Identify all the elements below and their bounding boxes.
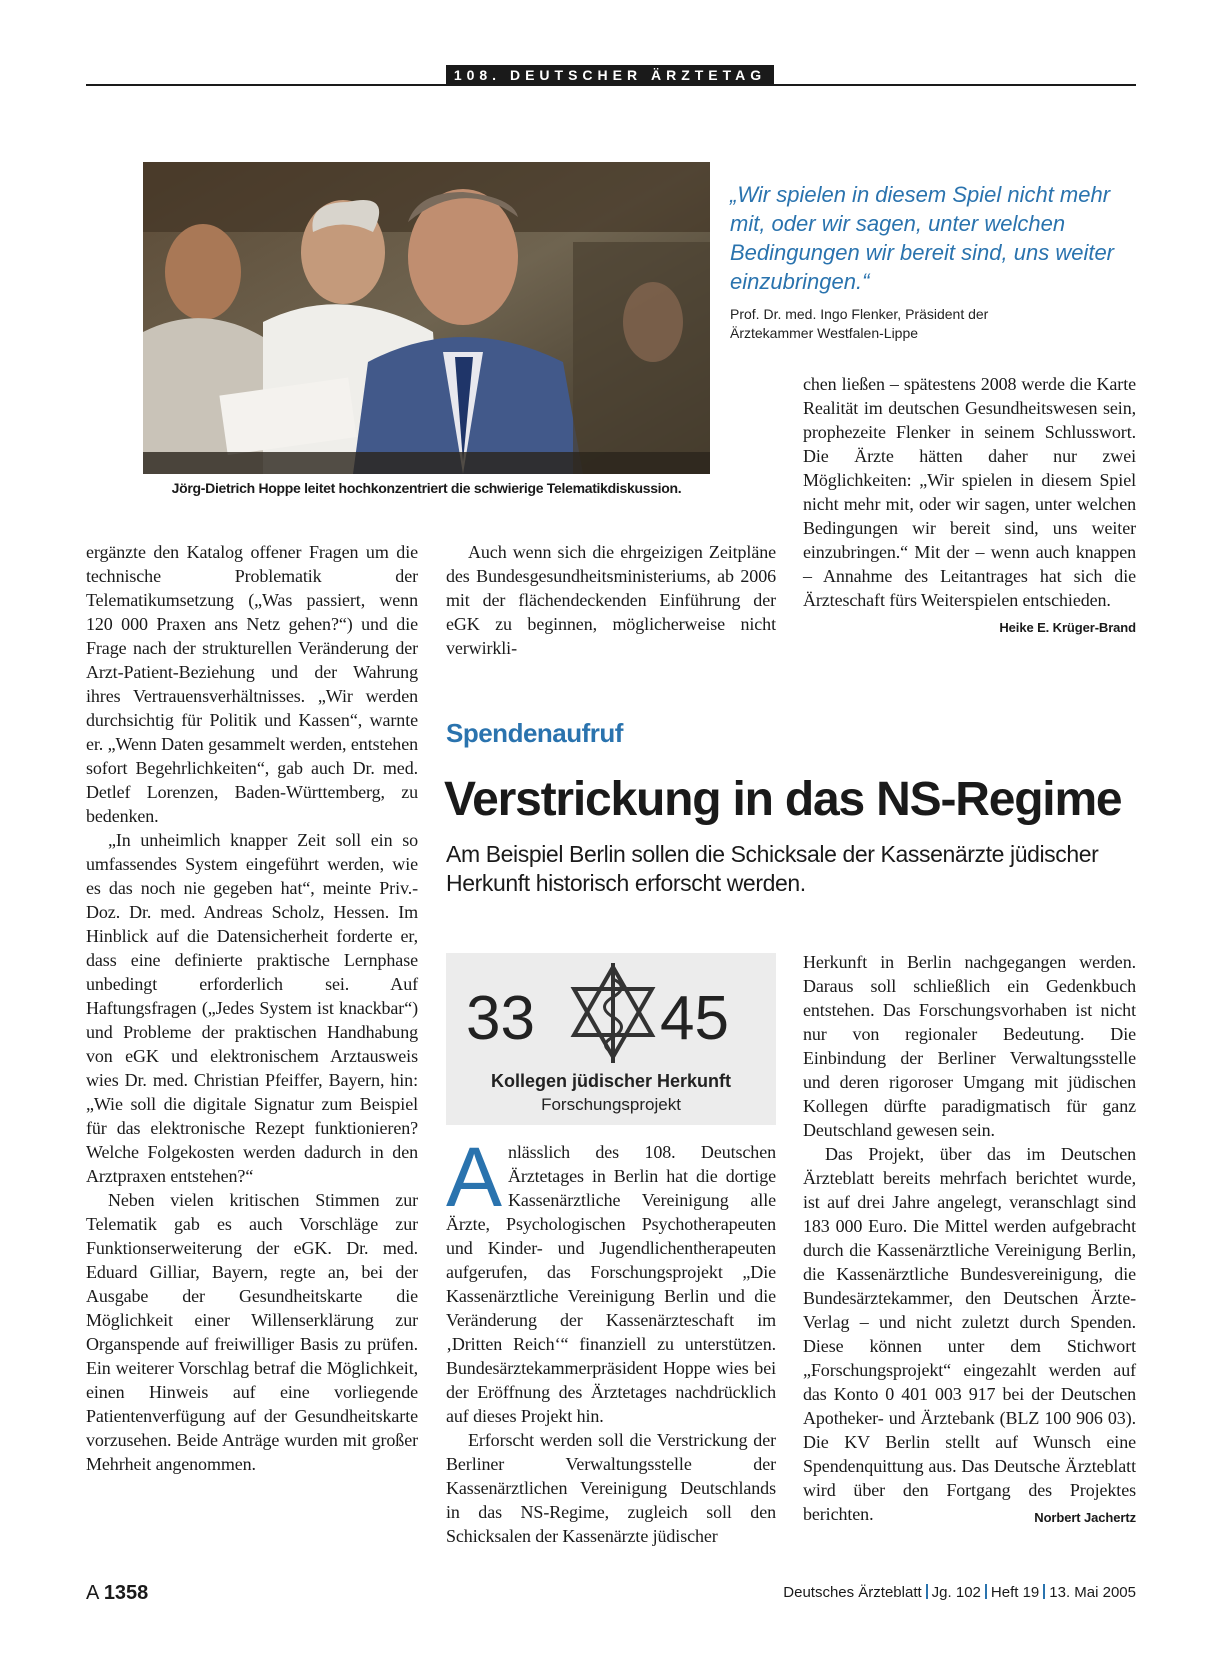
logo-subtitle: Forschungsprojekt xyxy=(541,1095,681,1114)
quote-source xyxy=(730,305,1136,343)
paragraph: Herkunft in Berlin nachgegangen werden. Daraus soll schließlich ein Gedenkbuch entstehen. Das Forschungsvorhaben ist nicht nur von regionaler Bedeutung. Die Einbindung der Berliner Verwaltungsstelle und deren rigoroser Umgang mit jüdischen Kollegen dürfte paradigmatisch für ganz Deutschland gewesen sein. xyxy=(803,952,1136,1140)
separator xyxy=(1043,1584,1045,1599)
article2-column-3 xyxy=(803,950,1136,1530)
logo-title: Kollegen jüdischer Herkunft xyxy=(490,1071,732,1091)
article-photo xyxy=(143,162,710,474)
photo-caption: Jörg-Dietrich Hoppe leitet hochkonzentriert die schwierige Telematikdiskussion. xyxy=(171,480,682,496)
drop-cap: A xyxy=(446,1130,502,1224)
volume: Jg. 102 xyxy=(931,1584,981,1601)
headline: Verstrickung in das NS-Regime xyxy=(444,773,1122,826)
star-of-david-aesculapius-icon xyxy=(568,961,658,1066)
paragraph: Auch wenn sich die ehrgeizigen Zeitpläne des Bundesgesundheitsministeriums, ab 2006 mit der flächendeckenden Einführung der eGK zu beginnen, möglicherweise nicht verwirkli- xyxy=(446,542,776,658)
page-number xyxy=(86,1582,148,1605)
article1-column-1 xyxy=(86,540,418,1476)
section-kicker: 108. DEUTSCHER ÄRZTETAG xyxy=(446,65,774,85)
separator xyxy=(985,1584,987,1599)
pull-quote: „Wir spielen in diesem Spiel nicht mehr mit, oder wir sagen, unter welchen Bedingungen wir bereit sind, uns weiter einzubringen.“ xyxy=(730,182,1115,294)
paragraph-text: Das Projekt, über das im Deutschen Ärzteblatt bereits mehrfach berichtet wurde, ist auf drei Jahre angelegt, veranschlagt sind 183 000 Euro. Die Mittel werden aufgebracht durch die Kassenärztliche Vereinigung Berlin, die Kassenärztliche Bundesvereinigung, die Bundesärztekammer, den Deutschen Ärzte-Verlag – und nicht zuletzt durch Spenden. Diese können unter dem Stichwort „Forschungsprojekt“ eingezahlt werden auf das Konto 0 401 003 917 bei der Deutschen Apotheker- und Ärztebank (BLZ 100 906 03). Die KV Berlin stellt auf Wunsch eine Spendenquittung aus. Das Deutsche Ärzteblatt wird über den Fortgang des Projektes berichten. xyxy=(803,1144,1136,1524)
issue: Heft 19 xyxy=(990,1584,1040,1601)
paragraph: Neben vielen kritischen Stimmen zur Telematik gab es auch Vorschläge zur Funktionserweiterung der eGK. Dr. med. Eduard Gilliar, Bayern, regte an, bei der Ausgabe der Gesundheitskarte die Möglichkeit einer Willenserklärung zur Organspende auf freiwilliger Basis zu prüfen. Ein weiterer Vorschlag betraf die Möglichkeit, einen Hinweis auf eine vorliegende Patientenverfügung auf der Gesundheitskarte vorzusehen. Beide Anträge wurden mit großer Mehrheit angenommen. xyxy=(86,1190,418,1474)
article2-column-2 xyxy=(446,1130,776,1548)
article1-column-2 xyxy=(446,540,776,660)
paragraph xyxy=(446,1130,776,1428)
article2-author: Norbert Jachertz xyxy=(1034,1510,1136,1525)
paragraph-text: nlässlich des 108. Deutschen Ärztetages in Berlin hat die dortige Kassenärztliche Vereinigung alle Ärzte, Psychologischen Psychotherapeuten und Kinder- und Jugendlichentherapeuten aufgerufen, das Forschungsprojekt „Die Kassenärztliche Vereinigung Berlin und die Veränderung der Kassenärzteschaft im ‚Dritten Reich‘“ finanziell zu unterstützen. Bundesärztekammerpräsident Hoppe wies bei der Eröffnung des Ärztetages nachdrücklich auf dieses Projekt hin. xyxy=(446,1142,776,1426)
page-prefix: A xyxy=(86,1582,99,1604)
section-label: Spendenaufruf xyxy=(446,718,623,748)
logo-year-right: 45 xyxy=(660,984,729,1053)
article1-author: Heike E. Krüger-Brand xyxy=(999,620,1136,635)
quote-source-line2: Ärztekammer Westfalen-Lippe xyxy=(730,325,919,341)
paragraph-text: chen ließen – spätestens 2008 werde die Karte Realität im deutschen Gesundheitswesen sein, prophezeite Flenker in seinem Schlusswort. Die Ärzte hätten daher nur zwei Möglichkeiten: „Wir spielen in diesem Spiel nicht mehr mit, oder wir sagen, unter welchen Bedingungen wir bereit sind, uns weiter einzubringen.“ Mit der – wenn auch knappen – Annahme des Leitantrages hat sich die Ärzteschaft fürs Weiterspielen entschieden. xyxy=(803,374,1136,610)
photo-illustration xyxy=(143,162,710,474)
separator xyxy=(926,1584,928,1599)
paragraph xyxy=(803,372,1136,635)
paragraph: Erforscht werden soll die Verstrickung der Berliner Verwaltungsstelle der Kassenärztlichen Vereinigung Deutschlands in das NS-Regime, zugleich soll den Schicksalen der Kassenärzte jüdischer xyxy=(446,1430,776,1546)
subheadline: Am Beispiel Berlin sollen die Schicksale der Kassenärzte jüdischer Herkunft historisch erforscht werden. xyxy=(446,841,1099,896)
project-logo xyxy=(446,953,776,1125)
paragraph xyxy=(803,1142,1136,1526)
quote-source-line1: Prof. Dr. med. Ingo Flenker, Präsident der xyxy=(730,306,989,322)
logo-year-left: 33 xyxy=(466,984,535,1053)
article1-column-3 xyxy=(803,372,1136,640)
page-number-value: 1358 xyxy=(103,1582,149,1604)
paragraph: ergänzte den Katalog offener Fragen um die technische Problematik der Telematikumsetzung („Was passiert, wenn 120 000 Praxen ans Netz gehen?“) und die Frage nach der strukturellen Veränderung der Arzt-Patient-Beziehung und der Wahrung ihres Vertrauensverhältnisses. „Wir werden durchsichtig für Politik und Kassen“, warnte er. „Wenn Daten gesammelt werden, entstehen sofort Begehrlichkeiten“, gab auch Dr. med. Detlef Lorenzen, Baden-Württemberg, zu bedenken. xyxy=(86,542,418,826)
footer-citation xyxy=(783,1584,1136,1601)
journal-name: Deutsches Ärzteblatt xyxy=(783,1584,922,1601)
paragraph: „In unheimlich knapper Zeit soll ein so umfassendes System eingeführt werden, wie es das noch nie gegeben hat“, meinte Priv.-Doz. Dr. med. Andreas Scholz, Hessen. Im Hinblick auf die Datensicherheit forderte er, dass eine definierte praktische Lernphase unbedingt erforderlich sei. Auf Haftungsfragen („Jedes System ist knackbar“) und Probleme der praktischen Handhabung von eGK und elektronischem Arztausweis wies Dr. med. Christian Pfeiffer, Bayern, hin: „Wie soll die digitale Signatur zum Beispiel für das elektronische Rezept funktionieren? Welche Folgekosten werden dadurch in den Arztpraxen entstehen?“ xyxy=(86,830,418,1186)
issue-date: 13. Mai 2005 xyxy=(1049,1584,1136,1601)
